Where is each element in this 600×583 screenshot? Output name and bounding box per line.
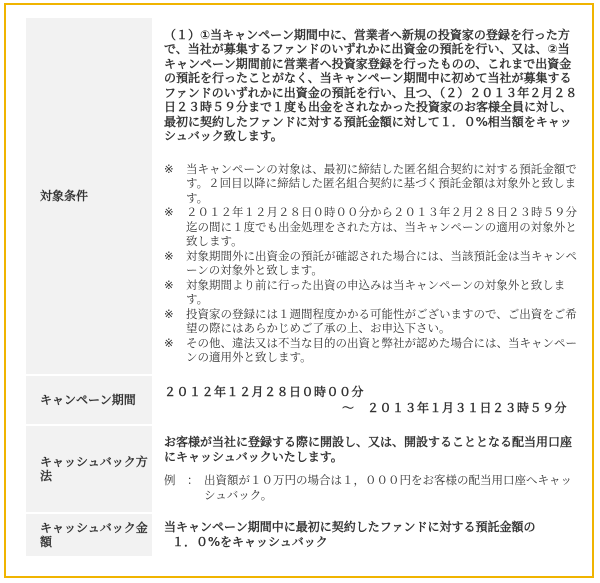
amount-line1: 当キャンペーン期間中に最初に契約したファンドに対する預託金額の: [164, 520, 536, 534]
note-item: [164, 336, 578, 365]
note-item: [164, 249, 578, 278]
conditions-content: [152, 18, 586, 374]
note-text: 当キャンペーンの対象は、最初に締結した匿名組合契約に対する預託金額です。２回目以降に締結した匿名組合契約に基づく預託金額は対象外と致します。: [186, 161, 577, 205]
table-row-conditions: [26, 18, 586, 374]
note-mark: ※: [164, 335, 174, 350]
note-item: [164, 278, 578, 307]
row-label-method: キャッシュバック方法: [26, 426, 152, 512]
period-end: ～ ２０１３年１月３１日２３時５９分: [342, 401, 568, 415]
table-row-amount: [26, 514, 586, 556]
note-mark: ※: [164, 161, 174, 176]
table-row-period: [26, 376, 586, 424]
campaign-conditions-table: [26, 16, 586, 558]
period-content: [152, 376, 586, 424]
row-label-period: キャンペーン期間: [26, 376, 152, 424]
method-text: お客様が当社に登録する際に開設し、又は、開設することとなる配当用口座にキャッシュバックいたします。: [164, 435, 573, 464]
example-text: 出資額が１０万円の場合は１，０００円をお客様の配当用口座へキャッシュバック。: [204, 473, 572, 502]
conditions-notes: [164, 162, 578, 365]
note-mark: ※: [164, 248, 174, 263]
table-row-method: [26, 426, 586, 512]
note-item: [164, 307, 578, 336]
method-example: [164, 473, 578, 503]
note-mark: ※: [164, 277, 174, 292]
campaign-conditions-panel: [4, 3, 594, 578]
note-mark: ※: [164, 306, 174, 321]
note-mark: ※: [164, 205, 174, 219]
conditions-main-text: （１）①当キャンペーン期間中に、営業者へ新規の投資家の登録を行った方で、当社が募集するファンドのいずれかに出資金の預託を行い、又は、②当キャンペーン期間前に営業者へ投資家登録を行ったものの、これまで出資金の預託を行ったことがなく、当キャンペーン期間中に初めて当社が募集するファンドのいずれかに出資金の預託を行い、且つ、（２）２０１３年２月２８日２３時５９分まで１度も出金をされなかった投資家のお客様全員に対し、最初に契約したファンドに対する預託金額に対して１．０%相当額をキャッシュバック致します。: [164, 27, 578, 143]
note-text: 対象期間外に出資金の預託が確認された場合には、当該預託金は当キャンペーンの対象外と致します。: [186, 248, 577, 277]
period-start: ２０１２年１２月２８日０時００分: [164, 385, 365, 399]
note-text: 投資家の登録には１週間程度かかる可能性がございますので、ご出資をご希望の際にはあらかじめご了承の上、お申込下さい。: [186, 306, 577, 335]
method-content: [152, 426, 586, 512]
note-text: ２０１２年１２月２８日０時００分から２０１３年２月２８日２３時５９分迄の間に１度でも出金処理をされた方は、当キャンペーンの適用の対象外と致します。: [186, 205, 577, 248]
row-label-amount: キャッシュバック金額: [26, 514, 152, 556]
amount-line2: １．０%をキャッシュバック: [172, 535, 328, 549]
row-label-conditions: 対象条件: [26, 18, 152, 374]
note-text: その他、違法又は不当な目的の出資と弊社が認めた場合には、当キャンペーンの適用外と致します。: [186, 335, 577, 364]
amount-content: [152, 514, 586, 556]
note-item: [164, 162, 578, 206]
note-item: [164, 205, 578, 249]
example-mark: 例 ：: [164, 473, 199, 487]
note-text: 対象期間より前に行った出資の申込みは当キャンペーンの対象外と致します。: [186, 277, 566, 306]
